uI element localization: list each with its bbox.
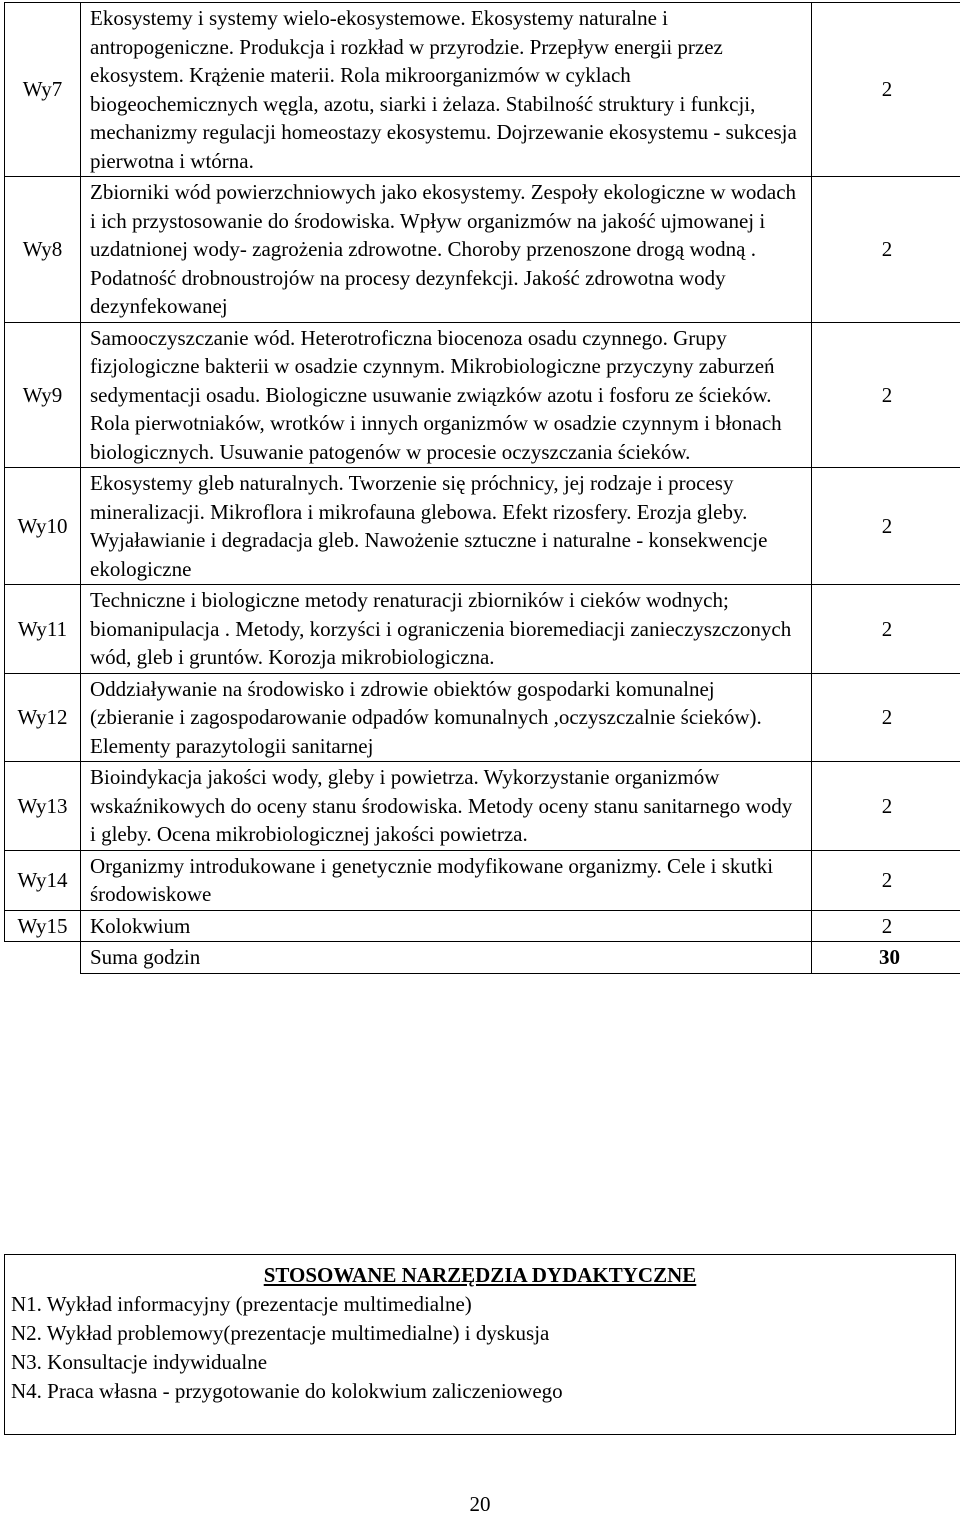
teaching-tool-item: N4. Praca własna - przygotowanie do kolokwium zaliczeniowego — [11, 1379, 563, 1403]
lecture-code: Wy9 — [5, 322, 81, 468]
lecture-code: Wy10 — [5, 468, 81, 585]
table-row — [5, 910, 960, 942]
lecture-hours: 2 — [812, 585, 960, 674]
lecture-description: Samooczyszczanie wód. Heterotroficzna biocenoza osadu czynnego. Grupy fizjologiczne bakterii w osadzie czynnym. Mikrobiologiczne przyczyny zaburzeń sedymentacji osadu. Biologiczne usuwanie związków azotu i fosforu ze ścieków. Rola pierwotniaków, wrotków i innych organizmów w osadzie czynnym i błonach biologicznych. Usuwanie patogenów w procesie oczyszczania ścieków. — [81, 322, 812, 468]
lecture-code: Wy15 — [5, 910, 81, 942]
lecture-hours: 2 — [812, 673, 960, 762]
lecture-hours: 2 — [812, 850, 960, 910]
teaching-tools-title: STOSOWANE NARZĘDZIA DYDAKTYCZNE — [263, 1263, 697, 1287]
lecture-topics-body — [5, 3, 960, 974]
teaching-tools-row — [5, 1255, 956, 1435]
total-empty-cell — [5, 942, 81, 974]
lecture-description: Organizmy introdukowane i genetycznie modyfikowane organizmy. Cele i skutki środowiskowe — [81, 850, 812, 910]
lecture-description: Ekosystemy gleb naturalnych. Tworzenie się próchnicy, jej rodzaje i procesy mineralizacji. Mikroflora i mikrofauna glebowa. Efekt rizosfery. Erozja gleby. Wyjaławianie i degradacja gleb. Nawożenie sztuczne i naturalne - konsekwencje ekologiczne — [81, 468, 812, 585]
lecture-description: Zbiorniki wód powierzchniowych jako ekosystemy. Zespoły ekologiczne w wodach i ich przystosowanie do środowiska. Wpływ organizmów na jakość ujmowanej i uzdatnionej wody- zagrożenia zdrowotne. Choroby przenoszone drogą wodną . Podatność drobnoustrojów na procesy dezynfekcji. Jakość zdrowotna wody dezynfekowanej — [81, 177, 812, 323]
page-number: 20 — [469, 1492, 491, 1516]
total-hours: 30 — [812, 942, 960, 974]
lecture-description: Ekosystemy i systemy wielo-ekosystemowe. Ekosystemy naturalne i antropogeniczne. Produkcja i rozkład w przyrodzie. Przepływ energii przez ekosystem. Krążenie materii. Rola mikroorganizmów w cyklach biogeochemicznych węgla, azotu, siarki i żelaza. Stabilność struktury i funkcji, mechanizmy regulacji homeostazy ekosystemu. Dojrzewanie ekosystemu - sukcesja pierwotna i wtórna. — [81, 3, 812, 177]
lecture-code: Wy8 — [5, 177, 81, 323]
lecture-description: Bioindykacja jakości wody, gleby i powietrza. Wykorzystanie organizmów wskaźnikowych do oceny stanu środowiska. Metody oceny stanu sanitarnego wody i gleby. Ocena mikrobiologicznej jakości powietrza. — [81, 762, 812, 851]
lecture-description: Kolokwium — [81, 910, 812, 942]
lecture-hours: 2 — [812, 177, 960, 323]
lecture-description: Techniczne i biologiczne metody renaturacji zbiorników i cieków wodnych; biomanipulacja . Metody, korzyści i ograniczenia bioremediacji zanieczyszczonych wód, gleb i gruntów. Korozja mikrobiologiczna. — [81, 585, 812, 674]
total-label: Suma godzin — [81, 942, 812, 974]
total-row — [5, 942, 960, 974]
lecture-code: Wy13 — [5, 762, 81, 851]
table-row — [5, 673, 960, 762]
teaching-tools-cell — [5, 1255, 956, 1435]
teaching-tool-item: N2. Wykład problemowy(prezentacje multimedialne) i dyskusja — [11, 1321, 550, 1345]
lecture-hours: 2 — [812, 910, 960, 942]
table-row — [5, 468, 960, 585]
table-row — [5, 585, 960, 674]
table-row — [5, 850, 960, 910]
lecture-code: Wy11 — [5, 585, 81, 674]
lecture-code: Wy12 — [5, 673, 81, 762]
table-row — [5, 3, 960, 177]
lecture-hours: 2 — [812, 762, 960, 851]
teaching-tools-box — [4, 1254, 956, 1435]
teaching-tool-item: N1. Wykład informacyjny (prezentacje multimedialne) — [11, 1292, 472, 1316]
lecture-code: Wy14 — [5, 850, 81, 910]
table-row — [5, 177, 960, 323]
table-row — [5, 762, 960, 851]
lecture-hours: 2 — [812, 3, 960, 177]
lecture-hours: 2 — [812, 468, 960, 585]
table-row — [5, 322, 960, 468]
lecture-topics-table — [4, 2, 960, 974]
lecture-description: Oddziaływanie na środowisko i zdrowie obiektów gospodarki komunalnej (zbieranie i zagospodarowanie odpadów komunalnych ,oczyszczalnie ścieków). Elementy parazytologii sanitarnej — [81, 673, 812, 762]
lecture-code: Wy7 — [5, 3, 81, 177]
lecture-hours: 2 — [812, 322, 960, 468]
teaching-tool-item: N3. Konsultacje indywidualne — [11, 1350, 268, 1374]
